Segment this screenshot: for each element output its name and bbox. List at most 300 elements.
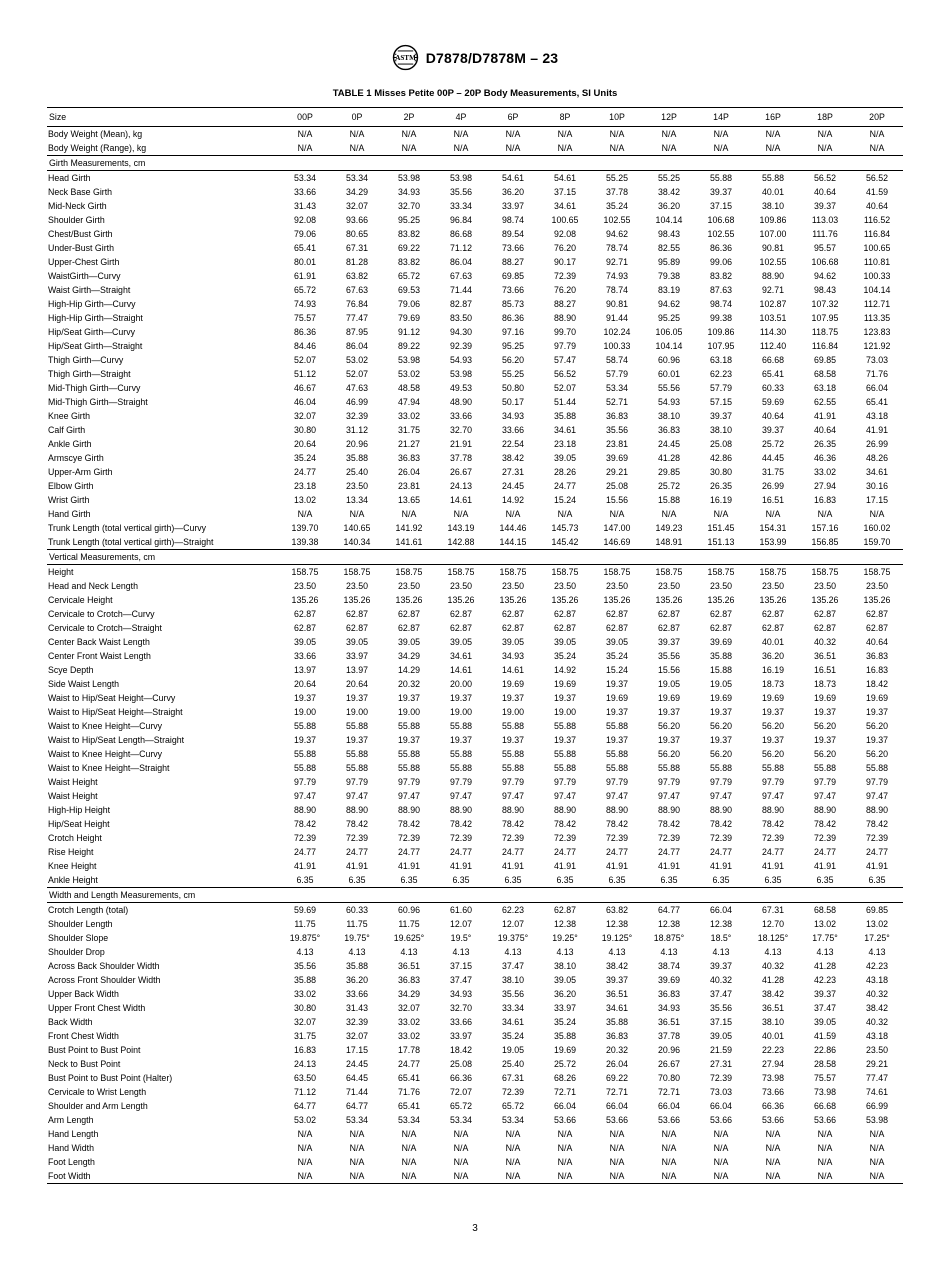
value-cell: 24.13 (449, 481, 472, 491)
value-cell: 82.87 (449, 299, 472, 309)
value-cell: 25.08 (709, 439, 732, 449)
value-cell: N/A (799, 1169, 851, 1184)
value-cell: 33.34 (449, 201, 472, 211)
value-cell: 135.26 (759, 595, 787, 605)
value-cell: 48.90 (449, 397, 472, 407)
value-cell: 50.80 (501, 383, 524, 393)
value-cell: 74.61 (865, 1087, 888, 1097)
value-cell: N/A (505, 129, 521, 139)
value-cell: 121.92 (863, 341, 891, 351)
value-cell: 52.07 (293, 355, 316, 365)
value-cell: 19.37 (345, 735, 368, 745)
value-cell: 19.05 (709, 679, 732, 689)
value-cell: 56.20 (657, 749, 680, 759)
value-cell: 97.79 (605, 777, 628, 787)
value-cell: 32.70 (397, 201, 420, 211)
measurement-row (47, 945, 903, 959)
value-cell: 18.42 (865, 679, 888, 689)
value-cell: 71.12 (449, 243, 472, 253)
value-cell: 48.26 (865, 453, 888, 463)
measurement-row (47, 451, 903, 465)
value-cell: 19.69 (761, 693, 784, 703)
row-label: Armscye Girth (48, 453, 104, 463)
value-cell: 26.35 (813, 439, 836, 449)
value-cell: 73.66 (761, 1087, 784, 1097)
measurement-row (47, 1113, 903, 1127)
value-cell: 36.51 (761, 1003, 784, 1013)
value-cell: 4.13 (400, 947, 418, 957)
row-label: Shoulder and Arm Length (48, 1101, 148, 1111)
value-cell: N/A (869, 143, 885, 153)
value-cell: 61.60 (449, 905, 472, 915)
value-cell: N/A (609, 1129, 625, 1139)
value-cell: 40.64 (761, 411, 784, 421)
value-cell: 6.35 (712, 875, 730, 885)
value-cell: 82.55 (657, 243, 680, 253)
value-cell: 41.91 (865, 861, 888, 871)
value-cell: 62.87 (865, 623, 888, 633)
value-cell: 19.00 (449, 707, 472, 717)
value-cell: 73.66 (501, 243, 524, 253)
value-cell: 26.04 (397, 467, 420, 477)
value-cell: 72.39 (605, 833, 628, 843)
row-label: Chest/Bust Girth (48, 229, 113, 239)
value-cell: 38.42 (605, 961, 628, 971)
value-cell: 33.97 (553, 1003, 576, 1013)
value-cell: 33.97 (449, 1031, 472, 1041)
measurement-table-body (47, 127, 903, 1184)
value-cell: N/A (349, 1129, 365, 1139)
value-cell: N/A (869, 1129, 885, 1139)
value-cell: 19.37 (605, 707, 628, 717)
value-cell: 12.70 (761, 919, 784, 929)
value-cell: 40.32 (813, 637, 836, 647)
value-cell: 53.66 (709, 1115, 732, 1125)
value-cell: 19.37 (865, 707, 888, 717)
value-cell: 146.69 (603, 537, 631, 547)
value-cell: 39.37 (813, 201, 836, 211)
measurement-row (47, 255, 903, 269)
value-cell: 34.61 (449, 651, 472, 661)
column-header-8P: 8P (539, 108, 591, 127)
value-cell: 35.24 (553, 651, 576, 661)
value-cell: 97.79 (293, 777, 316, 787)
value-cell: 158.75 (551, 567, 579, 577)
value-cell: 19.37 (449, 693, 472, 703)
value-cell: 86.36 (709, 243, 732, 253)
measurement-row (47, 1057, 903, 1071)
value-cell: 97.79 (553, 777, 576, 787)
value-cell: 4.13 (504, 947, 522, 957)
value-cell: 40.32 (761, 961, 784, 971)
value-cell: 34.61 (553, 201, 576, 211)
value-cell: 135.26 (499, 595, 527, 605)
value-cell: 80.65 (345, 229, 368, 239)
measurement-row (47, 931, 903, 945)
value-cell: N/A (453, 143, 469, 153)
value-cell: 20.96 (345, 439, 368, 449)
value-cell: 85.73 (501, 299, 524, 309)
value-cell: 72.07 (449, 1087, 472, 1097)
value-cell: 55.88 (345, 749, 368, 759)
measurement-row (47, 987, 903, 1001)
value-cell: 112.40 (759, 341, 787, 351)
value-cell: 158.75 (863, 567, 891, 577)
value-cell: 88.90 (761, 271, 784, 281)
value-cell: N/A (817, 143, 833, 153)
value-cell: 4.13 (296, 947, 314, 957)
value-cell: 71.44 (345, 1087, 368, 1097)
value-cell: 18.42 (449, 1045, 472, 1055)
row-label: Upper-Arm Girth (48, 467, 113, 477)
value-cell: 41.91 (449, 861, 472, 871)
value-cell: 15.88 (657, 495, 680, 505)
value-cell: 36.20 (553, 989, 576, 999)
value-cell: 40.32 (865, 1017, 888, 1027)
value-cell: 58.74 (605, 355, 628, 365)
value-cell: N/A (505, 143, 521, 153)
value-cell: 6.35 (660, 875, 678, 885)
measurement-row (47, 1169, 903, 1184)
value-cell: 55.25 (605, 173, 628, 183)
value-cell: 90.81 (605, 299, 628, 309)
value-cell: 6.35 (868, 875, 886, 885)
value-cell: 16.83 (813, 495, 836, 505)
value-cell: N/A (401, 1129, 417, 1139)
value-cell: 27.94 (813, 481, 836, 491)
value-cell: N/A (869, 1157, 885, 1167)
value-cell: 23.50 (397, 581, 420, 591)
row-label: Hand Length (48, 1129, 99, 1139)
measurement-row (47, 171, 903, 186)
value-cell: N/A (349, 143, 365, 153)
measurement-row (47, 747, 903, 761)
value-cell: 65.41 (865, 397, 888, 407)
value-cell: 36.83 (397, 453, 420, 463)
value-cell: 37.47 (501, 961, 524, 971)
value-cell: 39.37 (709, 411, 732, 421)
value-cell: 19.37 (657, 707, 680, 717)
value-cell: 12.07 (501, 919, 524, 929)
value-cell: 52.71 (605, 397, 628, 407)
value-cell: 39.05 (397, 637, 420, 647)
value-cell: 158.75 (603, 567, 631, 577)
value-cell: 55.88 (501, 721, 524, 731)
value-cell: 34.29 (345, 187, 368, 197)
value-cell: N/A (643, 1169, 695, 1184)
value-cell: 72.39 (345, 833, 368, 843)
measurement-row (47, 535, 903, 550)
value-cell: 116.84 (863, 229, 891, 239)
value-cell: 66.04 (709, 1101, 732, 1111)
value-cell: 88.90 (657, 805, 680, 815)
measurement-row (47, 593, 903, 607)
value-cell: 39.05 (449, 637, 472, 647)
value-cell: 97.79 (345, 777, 368, 787)
measurement-row (47, 859, 903, 873)
value-cell: 4.13 (660, 947, 678, 957)
value-cell: N/A (453, 129, 469, 139)
value-cell: 14.61 (449, 665, 472, 675)
value-cell: 63.18 (813, 383, 836, 393)
value-cell: 42.23 (865, 961, 888, 971)
value-cell: 99.38 (709, 313, 732, 323)
value-cell: 34.29 (397, 651, 420, 661)
row-label: Calf Girth (48, 425, 86, 435)
value-cell: 34.29 (397, 989, 420, 999)
value-cell: 59.69 (761, 397, 784, 407)
value-cell: 160.02 (863, 523, 891, 533)
value-cell: 53.34 (449, 1115, 472, 1125)
value-cell: 97.79 (813, 777, 836, 787)
value-cell: 40.64 (813, 187, 836, 197)
value-cell: 44.45 (761, 453, 784, 463)
value-cell: 70.80 (657, 1073, 680, 1083)
value-cell: 24.45 (501, 481, 524, 491)
value-cell: 99.70 (553, 327, 576, 337)
value-cell: 63.82 (345, 271, 368, 281)
measurement-row (47, 1155, 903, 1169)
value-cell: 53.98 (397, 173, 420, 183)
value-cell: 47.63 (345, 383, 368, 393)
value-cell: 55.88 (553, 721, 576, 731)
value-cell: 18.5° (710, 933, 732, 943)
value-cell: 26.67 (449, 467, 472, 477)
measurement-row (47, 973, 903, 987)
row-label: Hand Width (48, 1143, 94, 1153)
value-cell: 46.04 (293, 397, 316, 407)
measurement-row (47, 507, 903, 521)
value-cell: 158.75 (291, 567, 319, 577)
value-cell: N/A (713, 1143, 729, 1153)
value-cell: 98.74 (501, 215, 524, 225)
value-cell: 97.79 (761, 777, 784, 787)
value-cell: 62.87 (553, 905, 576, 915)
value-cell: 39.05 (501, 637, 524, 647)
row-label: Neck Base Girth (48, 187, 113, 197)
value-cell: 116.84 (811, 341, 839, 351)
value-cell: 97.47 (657, 791, 680, 801)
value-cell: 53.66 (553, 1115, 576, 1125)
value-cell: 19.75° (344, 933, 370, 943)
value-cell: 40.32 (709, 975, 732, 985)
value-cell: 55.88 (449, 721, 472, 731)
value-cell: 94.62 (813, 271, 836, 281)
value-cell: 102.55 (759, 257, 787, 267)
value-cell: 27.31 (709, 1059, 732, 1069)
value-cell: 25.72 (553, 1059, 576, 1069)
measurement-row (47, 649, 903, 663)
value-cell: 35.56 (293, 961, 316, 971)
value-cell: 26.99 (761, 481, 784, 491)
value-cell: N/A (765, 1157, 781, 1167)
value-cell: 106.05 (655, 327, 683, 337)
value-cell: 55.88 (449, 763, 472, 773)
value-cell: 53.34 (501, 1115, 524, 1125)
value-cell: N/A (713, 129, 729, 139)
value-cell: 94.62 (605, 229, 628, 239)
value-cell: 32.07 (397, 1003, 420, 1013)
value-cell: 19.69 (605, 693, 628, 703)
value-cell: 37.15 (553, 187, 576, 197)
value-cell: 144.46 (499, 523, 527, 533)
value-cell: N/A (557, 1157, 573, 1167)
value-cell: N/A (453, 1129, 469, 1139)
value-cell: 109.86 (759, 215, 787, 225)
column-header-4P: 4P (435, 108, 487, 127)
measurement-row (47, 1043, 903, 1057)
value-cell: 41.28 (813, 961, 836, 971)
value-cell: 97.79 (865, 777, 888, 787)
value-cell: 35.56 (501, 989, 524, 999)
value-cell: 23.81 (397, 481, 420, 491)
value-cell: 73.66 (501, 285, 524, 295)
value-cell: 43.18 (865, 411, 888, 421)
measurement-row (47, 227, 903, 241)
value-cell: 55.88 (501, 749, 524, 759)
value-cell: 69.85 (813, 355, 836, 365)
value-cell: 39.05 (345, 637, 368, 647)
value-cell: 17.15 (865, 495, 888, 505)
section-label: Vertical Measurements, cm (47, 550, 903, 565)
value-cell: 52.07 (553, 383, 576, 393)
value-cell: 33.97 (345, 651, 368, 661)
value-cell: 97.16 (501, 327, 524, 337)
value-cell: 38.10 (761, 201, 784, 211)
value-cell: 36.83 (605, 1031, 628, 1041)
measurement-row (47, 185, 903, 199)
value-cell: 22.86 (813, 1045, 836, 1055)
value-cell: 56.20 (657, 721, 680, 731)
value-cell: 20.64 (293, 679, 316, 689)
value-cell: 97.47 (449, 791, 472, 801)
value-cell: 72.39 (553, 833, 576, 843)
value-cell: 35.24 (501, 1031, 524, 1041)
value-cell: 53.66 (657, 1115, 680, 1125)
table-title: TABLE 1 Misses Petite 00P – 20P Body Measurements, SI Units (332, 88, 618, 99)
measurement-row (47, 409, 903, 423)
value-cell: 35.88 (345, 453, 368, 463)
value-cell: 6.35 (816, 875, 834, 885)
value-cell: 87.63 (709, 285, 732, 295)
value-cell: 60.33 (345, 905, 368, 915)
value-cell: 159.70 (863, 537, 891, 547)
value-cell: 19.00 (553, 707, 576, 717)
value-cell: 36.20 (501, 187, 524, 197)
value-cell: 72.39 (397, 833, 420, 843)
value-cell: 12.07 (449, 919, 472, 929)
value-cell: 62.87 (553, 623, 576, 633)
section-row (47, 156, 903, 171)
value-cell: 107.95 (707, 341, 735, 351)
value-cell: 24.77 (293, 847, 316, 857)
value-cell: N/A (297, 509, 313, 519)
value-cell: 11.75 (346, 919, 368, 929)
value-cell: N/A (869, 1143, 885, 1153)
value-cell: 59.69 (293, 905, 316, 915)
value-cell: 79.69 (397, 313, 420, 323)
value-cell: N/A (297, 129, 313, 139)
value-cell: 38.10 (501, 975, 524, 985)
value-cell: 55.25 (657, 173, 680, 183)
row-label: Shoulder Slope (48, 933, 109, 943)
value-cell: N/A (661, 509, 677, 519)
value-cell: 38.10 (761, 1017, 784, 1027)
value-cell: 158.75 (707, 567, 735, 577)
row-label: Foot Width (47, 1169, 279, 1184)
value-cell: 55.88 (553, 749, 576, 759)
value-cell: 23.50 (345, 481, 368, 491)
value-cell: 46.36 (813, 453, 836, 463)
value-cell: 72.71 (657, 1087, 680, 1097)
value-cell: 66.04 (657, 1101, 680, 1111)
value-cell: N/A (487, 1169, 539, 1184)
value-cell: N/A (401, 509, 417, 519)
value-cell: N/A (869, 129, 885, 139)
value-cell: 80.01 (293, 257, 316, 267)
value-cell: 83.82 (397, 229, 420, 239)
value-cell: 14.92 (501, 495, 524, 505)
column-header-6P: 6P (487, 108, 539, 127)
value-cell: 96.84 (449, 215, 472, 225)
value-cell: 19.25° (552, 933, 578, 943)
value-cell: 86.04 (449, 257, 472, 267)
value-cell: 33.02 (397, 411, 420, 421)
value-cell: 114.30 (759, 327, 787, 337)
measurement-row (47, 269, 903, 283)
section-row (47, 888, 903, 903)
value-cell: 141.61 (395, 537, 423, 547)
value-cell: 145.42 (551, 537, 579, 547)
column-header-14P: 14P (695, 108, 747, 127)
measurement-row (47, 817, 903, 831)
value-cell: 4.13 (556, 947, 574, 957)
value-cell: 29.21 (865, 1059, 888, 1069)
value-cell: 6.35 (504, 875, 522, 885)
value-cell: 75.57 (813, 1073, 836, 1083)
value-cell: N/A (747, 1169, 799, 1184)
value-cell: 19.69 (553, 679, 576, 689)
value-cell: 55.88 (345, 763, 368, 773)
value-cell: 97.79 (657, 777, 680, 787)
row-label: Waist to Knee Height—Curvy (48, 721, 163, 731)
value-cell: 158.75 (343, 567, 371, 577)
value-cell: 62.87 (813, 623, 836, 633)
column-header-18P: 18P (799, 108, 851, 127)
row-label: Elbow Girth (48, 481, 94, 491)
value-cell: 92.39 (449, 341, 472, 351)
value-cell: 34.93 (501, 411, 524, 421)
row-label: Under-Bust Girth (48, 243, 114, 253)
value-cell: 72.39 (709, 1073, 732, 1083)
value-cell: 19.00 (501, 707, 524, 717)
value-cell: 65.41 (397, 1101, 420, 1111)
value-cell: N/A (297, 1157, 313, 1167)
value-cell: 39.37 (709, 961, 732, 971)
row-label: Cervicale to Wrist Length (48, 1087, 147, 1097)
value-cell: 52.07 (345, 369, 368, 379)
value-cell: N/A (349, 1157, 365, 1167)
value-cell: 66.99 (865, 1101, 888, 1111)
value-cell: 135.26 (707, 595, 735, 605)
value-cell: 14.61 (449, 495, 472, 505)
row-label: Center Front Waist Length (48, 651, 151, 661)
value-cell: 33.97 (501, 201, 524, 211)
value-cell: 62.87 (501, 609, 524, 619)
value-cell: N/A (661, 1143, 677, 1153)
value-cell: 73.03 (865, 355, 888, 365)
value-cell: 78.42 (865, 819, 888, 829)
